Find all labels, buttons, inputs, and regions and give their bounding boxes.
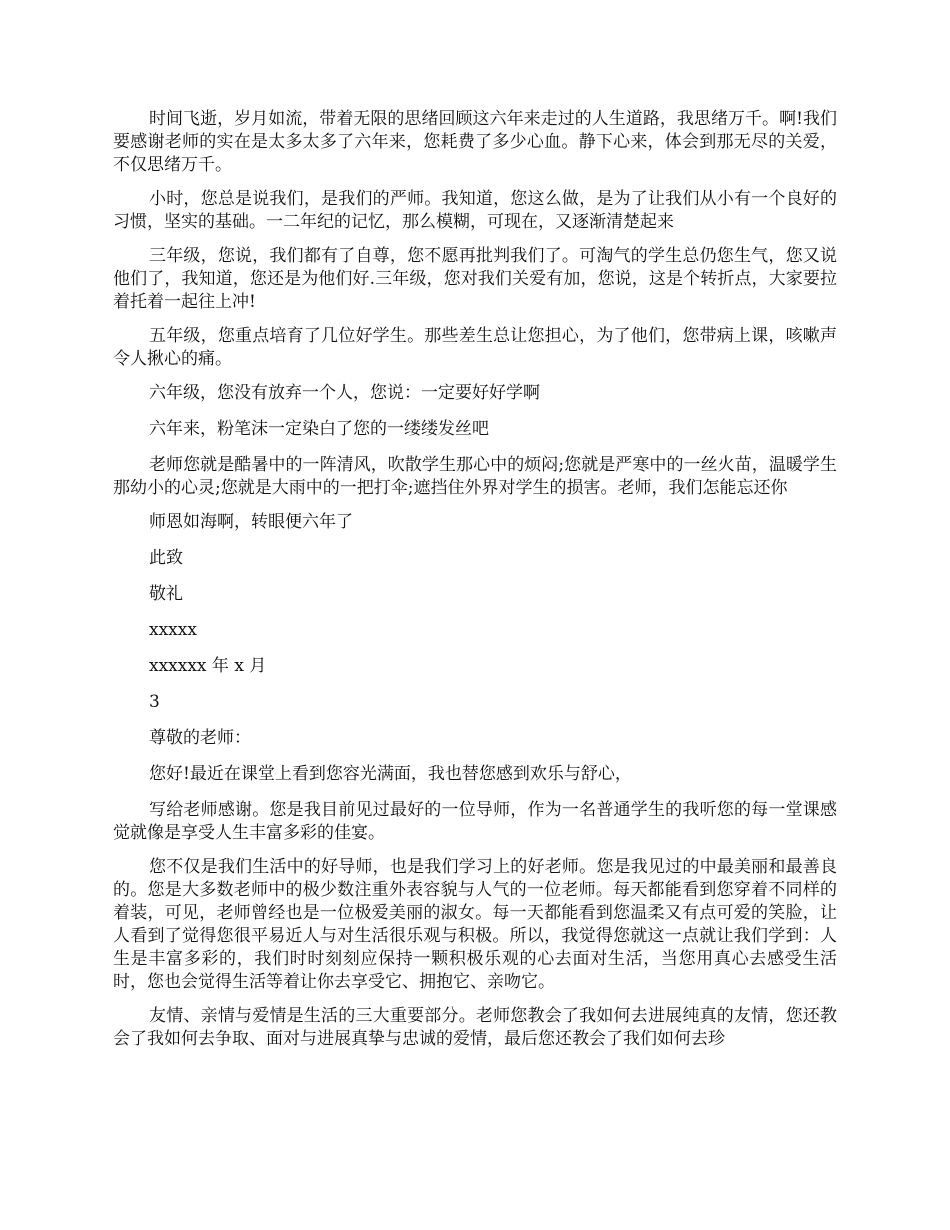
paragraph: 时间飞逝，岁月如流，带着无限的思绪回顾这六年来走过的人生道路，我思绪万千。啊!我们要感谢老师的实在是太多太多了六年来，您耗费了多少心血。静下心来，体会到那无尽的关爱，不仅思绪万千。 xyxy=(113,109,837,175)
signature-name: xxxxx xyxy=(149,620,197,640)
paragraph: 您不仅是我们生活中的好导师，也是我们学习上的好老师。您是我见过的中最美丽和最善良的。您是大多数老师中的极少数注重外表容貌与人气的一位老师。每天都能看到您穿着不同样的着装，可见，老师曾经也是一位极爱美丽的淑女。每一天都能看到您温柔又有点可爱的笑脸，让人看到了觉得您很平易近人与对生活很乐观与积极。所以，我觉得您就这一点就让我们学到：人生是丰富多彩的，我们时时刻刻应保持一颗积极乐观的心去面对生活，当您用真心去感受生活时，您也会觉得生活等着让你去享受它、拥抱它、亲吻它。 xyxy=(113,857,837,992)
paragraph: 您好!最近在课堂上看到您容光满面，我也替您感到欢乐与舒心， xyxy=(149,764,632,784)
paragraph: 三年级，您说，我们都有了自尊，您不愿再批判我们了。可淘气的学生总仍您生气，您又说他们了，我知道，您还是为他们好.三年级，您对我们关爱有加，您说，这是个转折点，大家要拉着托着一起往上冲! xyxy=(113,246,837,312)
closing-regards: 敬礼 xyxy=(149,584,183,604)
section-number: 3 xyxy=(149,692,160,712)
paragraph: 六年来，粉笔沫一定染白了您的一缕缕发丝吧 xyxy=(149,419,489,439)
letter-greeting: 尊敬的老师： xyxy=(149,728,251,748)
paragraph: 友情、亲情与爱情是生活的三大重要部分。老师您教会了我如何去进展纯真的友情，您还教会了我如何去争取、面对与进展真挚与忠诚的爱情，最后您还教会了我们如何去珍 xyxy=(113,1006,837,1049)
paragraph: 小时，您总是说我们，是我们的严师。我知道，您这么做，是为了让我们从小有一个良好的习惯，坚实的基础。一二年纪的记忆，那么模糊，可现在，又逐渐清楚起来 xyxy=(113,189,837,232)
paragraph: 五年级，您重点培育了几位好学生。那些差生总让您担心，为了他们，您带病上课，咳嗽声令人揪心的痛。 xyxy=(113,326,837,369)
paragraph: 写给老师感谢。您是我目前见过最好的一位导师，作为一名普通学生的我听您的每一堂课感觉就像是享受人生丰富多彩的佳宴。 xyxy=(113,800,837,843)
paragraph: 师恩如海啊，转眼便六年了 xyxy=(149,512,353,532)
signature-date: xxxxxx 年 x 月 xyxy=(149,656,267,676)
closing-salutation: 此致 xyxy=(149,548,183,568)
document-body xyxy=(113,108,837,1062)
paragraph: 老师您就是酷暑中的一阵清风，吹散学生那心中的烦闷;您就是严寒中的一丝火苗，温暖学生那幼小的心灵;您就是大雨中的一把打伞;遮挡住外界对学生的损害。老师，我们怎能忘还你 xyxy=(113,455,837,498)
paragraph: 六年级，您没有放弃一个人，您说：一定要好好学啊 xyxy=(149,383,540,403)
